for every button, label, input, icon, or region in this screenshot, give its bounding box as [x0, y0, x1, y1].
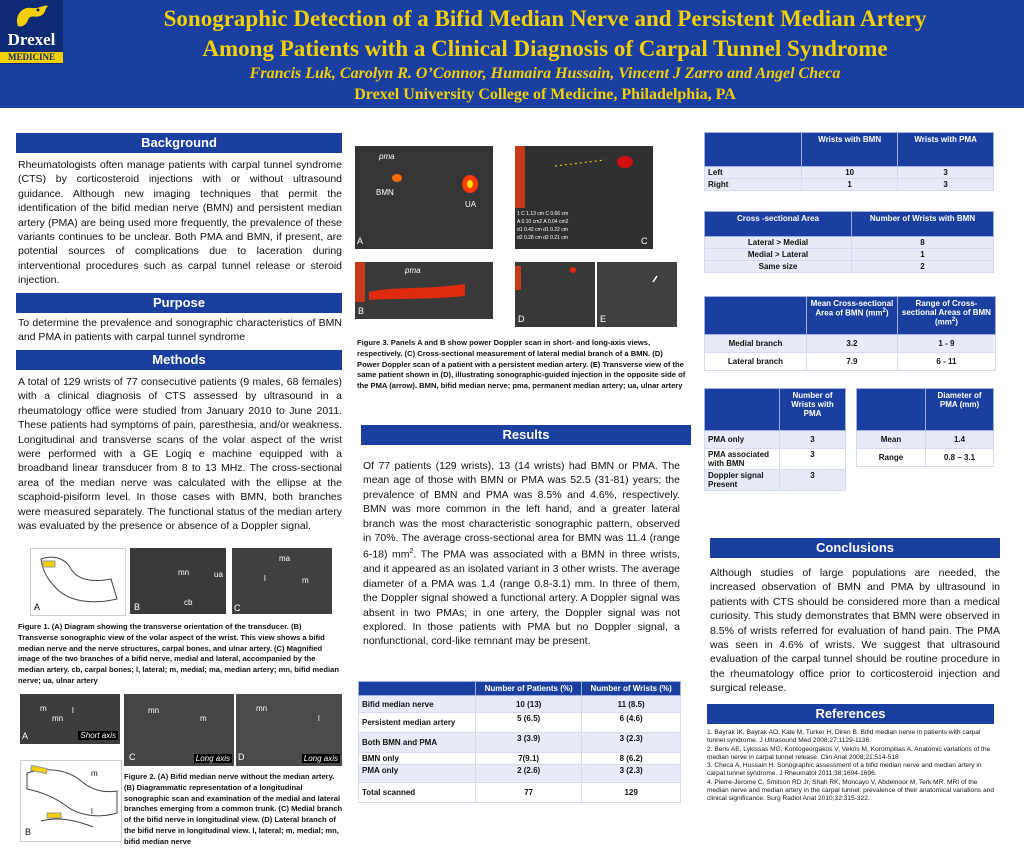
c-meas-1: 1 C 1.13 cm — [517, 211, 544, 217]
table-row — [705, 353, 996, 371]
table-row — [857, 431, 994, 449]
table-pma-header — [705, 389, 846, 431]
results-text-before: Of 77 patients (129 wrists), 13 (14 wrists) had BMN or PMA. The mean age of those with BMN or PMA was 52.5 (31-81) years; the prevalence of BMN and PMA was 8.5% and 4.6%, respectively. BMN was more common in the left hand, and a greater lateral branch was the most characteristic sonographic pattern, observed in 70%. The average cross-sectional area for BMN was 11.4 (range 6-18) mm — [363, 460, 680, 561]
th-text: Mean Cross-sectional Area of BMN (mm — [810, 299, 894, 318]
th: Cross -sectional Area — [705, 212, 852, 237]
c-meas-5: C 0.66 cm — [545, 211, 569, 217]
td: 10 — [802, 167, 898, 179]
c-meas-3: d1 0.42 cm — [517, 227, 542, 233]
td: 7.9 — [807, 353, 898, 371]
td: Persistent median artery — [359, 713, 476, 733]
th — [897, 297, 995, 335]
figure2-panel-b-diagram — [20, 760, 122, 842]
logo-text-medicine: MEDICINE — [0, 52, 63, 63]
figure2-tag-short-axis: Short axis — [80, 731, 116, 740]
td: 3 — [780, 431, 846, 449]
references-list — [707, 729, 997, 804]
td: 6 - 11 — [897, 353, 995, 371]
table-row — [359, 783, 681, 803]
c-meas-4: d2 0.28 cm — [517, 235, 542, 241]
table-row — [359, 696, 681, 713]
poster-header — [0, 0, 1024, 108]
td: 6 (4.6) — [582, 713, 681, 733]
th-sup: 2 — [882, 308, 886, 314]
poster-title-line1: Sonographic Detection of a Bifid Median Nerve and Persistent Median Artery — [163, 6, 927, 31]
figure2-c-mn: mn — [148, 706, 160, 715]
table-row — [705, 249, 994, 261]
figure3-panel-d-ultrasound — [515, 262, 595, 327]
figure2-label-d: D — [238, 752, 245, 762]
td: PMA only — [359, 765, 476, 783]
figure2-tag-long-axis-2: Long axis — [303, 754, 338, 763]
table-row — [359, 765, 681, 783]
th: Number of Wrists with BMN — [852, 212, 994, 237]
td: 77 — [476, 783, 582, 803]
th-sup: 2 — [951, 317, 956, 323]
doppler-flow-a — [355, 146, 493, 249]
table-row — [359, 733, 681, 753]
references-heading: References — [707, 704, 994, 724]
figure2-a-m: m — [40, 704, 47, 713]
background-heading: Background — [16, 133, 342, 153]
background-text: Rheumatologists often manage patients with carpal tunnel syndrome (CTS) by corticosteroid injections with or without ultrasound guidance. Although new imaging techniques that permit the identification of the bifid median nerve (BMN) and persistent median artery (PMA) are being used more frequently, the prevalence of these variants continues to be unclear. Both PMA and BMN, if present, are potential sources of complications due to laceration during interventional procedures such as carpal tunnel release or steroid injection. — [18, 159, 342, 287]
td: 3 — [780, 470, 846, 491]
logo-text-drexel: Drexel — [7, 30, 56, 49]
c-meas-8: d2 0.21 cm — [543, 235, 568, 241]
th: Number of Wrists with PMA — [780, 389, 846, 431]
td: 8 (6.2) — [582, 753, 681, 765]
td: Doppler signal Present — [705, 470, 780, 491]
results-text-after: . The PMA was associated with a BMN in three wrists, and it appeared as an isolated variant in 3 other wrists. The average diameter of a PMA was 1.4 (range 0.8-3.1) mm. In three of them, the Doppler signal showed a functional artery. A Doppler signal was absent in two PMAs; in one artery, the Doppler signal was not explored. In those patients with PMA but no Doppler signal, a nonfunctional, cord-like remnant may be present. — [363, 548, 680, 648]
figure1-c-m: m — [302, 576, 309, 585]
td: 0.8 – 3.1 — [926, 449, 994, 467]
figure2-label-a: A — [22, 731, 29, 741]
table-row — [857, 449, 994, 467]
table-csa — [704, 211, 994, 273]
td: 2 — [852, 261, 994, 273]
td: Left — [705, 167, 802, 179]
figure2-panel-c-ultrasound — [124, 694, 234, 766]
figure3-label-d: D — [518, 314, 525, 324]
td: Right — [705, 179, 802, 191]
td: Lateral > Medial — [705, 237, 852, 249]
td: 11 (8.5) — [582, 696, 681, 713]
table-row — [359, 753, 681, 765]
figure3-label-e: E — [600, 314, 607, 324]
figure2-a-l: l — [72, 706, 74, 715]
td: Bifid median nerve — [359, 696, 476, 713]
td: 1 - 9 — [897, 335, 995, 353]
figure3-a-pma: pma — [379, 152, 395, 161]
reference-item: 3. Checa A, Hussain H. Sonographic assessment of a bifid median nerve and median artery in carpal tunnel syndrome. J Rheumatol 2011;38:1694-1696. — [707, 762, 982, 778]
c-meas-7: d1 0.22 cm — [543, 227, 568, 233]
td: PMA only — [705, 431, 780, 449]
figure2-sketch-l: l — [91, 807, 93, 816]
reference-item: 1. Bayrak IK, Bayrak AO, Kale M, Turker H, Diren B. Bifid median nerve in patients with carpal tunnel syndrome. J Ultrasound Med 2008;27:1129-1136. — [707, 729, 981, 745]
td: Range — [857, 449, 926, 467]
figure2-tag-long-axis-1: Long axis — [195, 754, 230, 763]
hand-longitudinal-sketch — [21, 761, 121, 841]
dragon-icon — [0, 0, 63, 32]
figure3-label-b: B — [358, 306, 365, 316]
doppler-flow-b — [355, 262, 493, 319]
figure3-panel-a-ultrasound — [355, 146, 493, 249]
figure3-panel-e-ultrasound — [597, 262, 677, 327]
table-row — [705, 237, 994, 249]
td: 3 (2.3) — [582, 765, 681, 783]
td: 3 (2.3) — [582, 733, 681, 753]
td: 10 (13) — [476, 696, 582, 713]
reference-item: 2. Beris AE, Lykissas MG, Kontogeorgakos V, Vekris M, Korompilias A. Anatomic variations of the median nerve in carpal tunnel release. Clin Anat 2008;21:514-518 — [707, 745, 991, 761]
doppler-flow-d — [515, 262, 595, 327]
table-diam-header — [857, 389, 994, 431]
td: Medial > Lateral — [705, 249, 852, 261]
poster-title-line2: Among Patients with a Clinical Diagnosis of Carpal Tunnel Syndrome — [202, 36, 888, 61]
table-branch-header — [705, 297, 996, 335]
figure2-label-c: C — [129, 752, 136, 762]
figure3-b-pma: pma — [405, 266, 421, 275]
figure1-panel-b-ultrasound — [130, 548, 226, 614]
results-heading: Results — [361, 425, 691, 445]
figure1-b-mn: mn — [178, 568, 190, 577]
figure2-caption: Figure 2. (A) Bifid median nerve without the median artery. (B) Diagrammatic representation of a longitudinal sonographic scan and examination of the medial and lateral branches emerging from a common trunk. (C) Medial branch of the bifid nerve in longitudinal view. (D) Lateral branch of the bifid nerve in longitudinal view. l, lateral; m, medial; mn, bifid median nerve — [124, 772, 343, 846]
table-patients — [358, 681, 681, 803]
td: Lateral branch — [705, 353, 807, 371]
figure1-label-a: A — [34, 602, 41, 612]
poster-authors: Francis Luk, Carolyn R. O’Connor, Humaira Hussain, Vincent J Zarro and Angel Checa — [249, 65, 841, 82]
th — [705, 389, 780, 431]
th-close: ) — [955, 317, 958, 327]
th: Number of Wrists (%) — [582, 682, 681, 696]
td: 2 (2.6) — [476, 765, 582, 783]
table-side-header — [705, 133, 994, 167]
figure2-c-m: m — [200, 714, 207, 723]
td: 1 — [802, 179, 898, 191]
arrow-icon — [597, 262, 677, 327]
td: 3 (3.9) — [476, 733, 582, 753]
figure3-panel-b-ultrasound — [355, 262, 493, 319]
figure3-a-ua: UA — [465, 200, 477, 209]
th-text: Range of Cross-sectional Areas of BMN (mm — [901, 299, 991, 327]
c-meas-2: A 0.10 cm2 — [517, 219, 543, 225]
td: 3 — [898, 179, 994, 191]
figure2-d-mn: mn — [256, 704, 268, 713]
results-text — [363, 459, 680, 649]
td: Same size — [705, 261, 852, 273]
figure1-c-ma: ma — [279, 554, 291, 563]
figure2-panel-d-ultrasound — [236, 694, 342, 766]
figure1-panel-c-ultrasound — [232, 548, 332, 614]
figure2-d-l: l — [318, 714, 320, 723]
th: Wrists with PMA — [898, 133, 994, 167]
c-meas-6: A 0.04 cm2 — [543, 219, 569, 225]
th — [359, 682, 476, 696]
figure3-a-bmn: BMN — [376, 188, 394, 197]
reference-item: 4. Pierre-Jerome C, Smitson RD Jr, Shah RK, Moncayo V, Abdelnoor M, Terk MR. MRI of the median nerve and median artery in the carpal tunnel: prevalence of their anatomical variations and clinical significance. Surg Radiol Anat 2010;32:315-322. — [707, 778, 994, 803]
table-patients-header — [359, 682, 681, 696]
conclusions-text: Although studies of large populations are needed, the increased observation of BMN and PMA by ultrasound in patients with CTS should be considered more than a medical curiosity. This study demonstrates that BMN were observed in 8.5% of wrists referred for evaluation of hand pain. The PMA was seen in 4.6% of wrists. We suggest that ultrasound evaluation of the carpal tunnel should be routine procedure in the rheumatology office prior to corticosteroid injection and surgical release. — [710, 567, 1000, 695]
figure2-label-b: B — [25, 827, 32, 837]
conclusions-heading: Conclusions — [710, 538, 1000, 558]
methods-text: A total of 129 wrists of 77 consecutive patients (9 males, 68 females) with a clinical diagnosis of CTS assessed by ultrasound in a rheumatology office were studied from January 2010 to June 2011. These patients had symptoms of pain, paresthesia, and/or weakness. Longitudinal and transverse scans of the volar aspect of the wrist were performed with a GE Logiq e machine equipped with a broadband linear transducer from 8 to 13 MHz. The cross-sectional area of the median nerve was calculated with the ellipse at the scaphoid-pisiform level. In those cases with BMN, both branches were measured separately. The functional status of the median artery was evaluated by the presence or absence of a Doppler signal. — [18, 376, 342, 533]
figure2-sketch-m: m — [91, 769, 98, 778]
figure1-b-ua: ua — [214, 570, 223, 579]
figure1-label-b: B — [134, 602, 141, 612]
table-row — [705, 167, 994, 179]
td: 129 — [582, 783, 681, 803]
th: Number of Patients (%) — [476, 682, 582, 696]
td: PMA associated with BMN — [705, 449, 780, 470]
figure2-a-mn: mn — [52, 714, 64, 723]
th: Wrists with BMN — [802, 133, 898, 167]
th — [705, 133, 802, 167]
table-row — [705, 449, 846, 470]
figure1-panel-a-diagram — [30, 548, 126, 616]
td: Both BMN and PMA — [359, 733, 476, 753]
table-row — [705, 431, 846, 449]
wrist-transducer-sketch — [31, 549, 125, 615]
td: Total scanned — [359, 783, 476, 803]
td: 5 (6.5) — [476, 713, 582, 733]
methods-heading: Methods — [16, 350, 342, 370]
td: BMN only — [359, 753, 476, 765]
table-branch — [704, 296, 996, 371]
table-row — [705, 470, 846, 491]
th — [807, 297, 898, 335]
td: Mean — [857, 431, 926, 449]
figure3-caption: Figure 3. Panels A and B show power Doppler scan in short- and long-axis views, respectively. (C) Cross-sectional measurement of lateral medial branch of a BMN. (D) Power Doppler scan of a patient with a persistent median artery. (E) Transverse view of the same patient shown in (D), illustrating sonographic-guided injection in the opposite side of the PMA (arrow). BMN, bifid median nerve; pma, permanent median artery; ua, ulnar artery — [357, 338, 686, 391]
td: 7(9.1) — [476, 753, 582, 765]
th: Diameter of PMA (mm) — [926, 389, 994, 431]
th — [857, 389, 926, 431]
td: 3.2 — [807, 335, 898, 353]
td: 3 — [780, 449, 846, 470]
td: 1 — [852, 249, 994, 261]
table-side — [704, 132, 994, 191]
td: 3 — [898, 167, 994, 179]
figure3-label-c: C — [641, 236, 648, 246]
th — [705, 297, 807, 335]
figure3-label-a: A — [357, 236, 364, 246]
table-row — [705, 335, 996, 353]
table-row — [705, 179, 994, 191]
table-row — [359, 713, 681, 733]
purpose-heading: Purpose — [16, 293, 342, 313]
td: 8 — [852, 237, 994, 249]
table-row — [705, 261, 994, 273]
table-diam — [856, 388, 994, 467]
figure3-c-measurements — [517, 210, 651, 242]
drexel-logo — [0, 0, 63, 64]
figure1-caption: Figure 1. (A) Diagram showing the transverse orientation of the transducer. (B) Transverse sonographic view of the volar aspect of the wrist. This view shows a bifid median nerve and the nerve structures, carpal bones, and ulnar artery. (C) Magnified image of the two branches of a bifid nerve, medial and lateral, accompanied by the median artery. cb, carpal bones; l, lateral; m, medial; ma, median artery; mn, bifid median nerve; ua, ulnar artery — [18, 622, 340, 685]
td: Medial branch — [705, 335, 807, 353]
purpose-text: To determine the prevalence and sonographic characteristics of BMN and PMA in patients with carpal tunnel syndrome — [18, 317, 342, 344]
td: 1.4 — [926, 431, 994, 449]
figure1-label-c: C — [234, 603, 241, 613]
table-pma — [704, 388, 846, 491]
poster-affiliation: Drexel University College of Medicine, Philadelphia, PA — [354, 86, 736, 103]
table-csa-header — [705, 212, 994, 237]
results-text-sup: 2 — [409, 548, 414, 556]
figure2-panel-a-ultrasound — [20, 694, 120, 744]
figure1-c-l: l — [264, 574, 266, 583]
figure3-panel-c-ultrasound — [515, 146, 653, 249]
figure1-b-cb: cb — [184, 598, 193, 607]
th-close: ) — [885, 308, 889, 318]
